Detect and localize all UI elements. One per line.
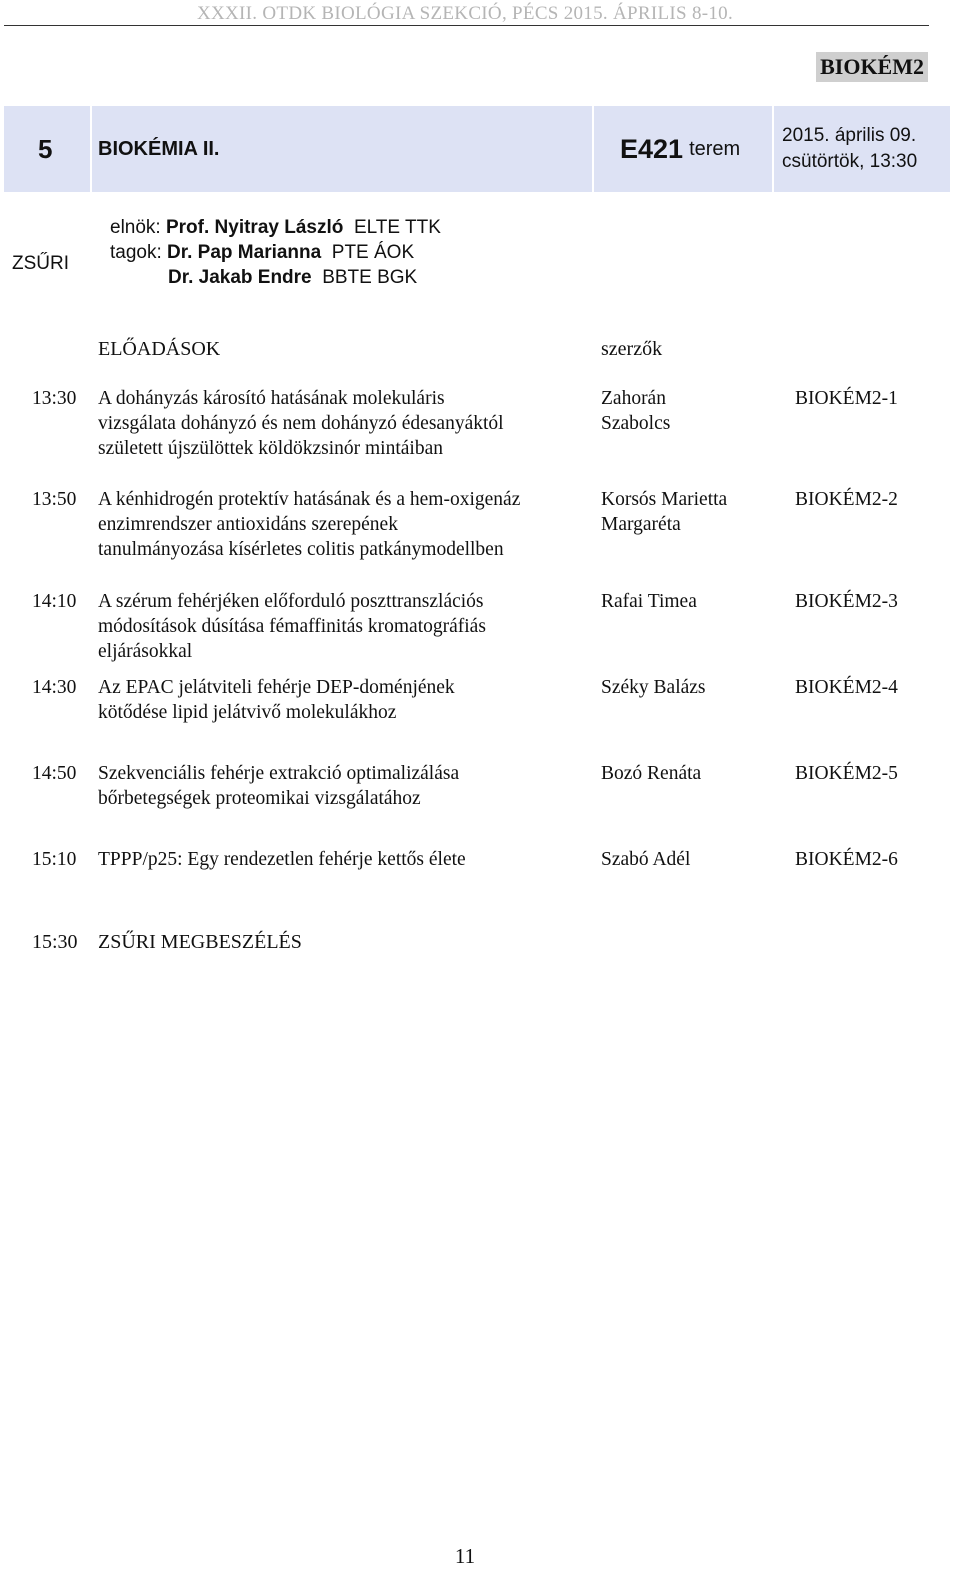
talk-title-line: A szérum fehérjéken előforduló poszttranszlációs — [98, 591, 484, 612]
talk-author — [601, 589, 781, 614]
member-name: Dr. Pap Marianna — [167, 242, 322, 263]
talk-title-line: született újszülöttek köldökzsinór mintáiban — [98, 438, 443, 459]
jury-member — [110, 240, 441, 265]
talk-code: BIOKÉM2-5 — [795, 763, 898, 784]
talk-title-line: módosítások dúsítása fémaffinitás kromatográfiás — [98, 616, 486, 637]
talk-time: 13:50 — [32, 489, 77, 510]
talk-time: 14:30 — [32, 677, 77, 698]
session-title: BIOKÉMIA II. — [98, 137, 220, 160]
talk-title — [98, 589, 583, 664]
session-day-time: csütörtök, 13:30 — [782, 151, 918, 172]
talk-title-line: A dohányzás károsító hatásának molekuláris — [98, 388, 445, 409]
talk-author — [601, 847, 781, 872]
talk-title-line: vizsgálata dohányzó és nem dohányzó édesanyáktól — [98, 413, 504, 434]
session-date-line: 2015. április 09. — [782, 125, 917, 146]
section-code: BIOKÉM2 — [816, 52, 928, 82]
talk-title-line: Szekvenciális fehérje extrakció optimalizálása — [98, 763, 460, 784]
talk-author-line: Zahorán — [601, 388, 666, 409]
talk-title — [98, 386, 583, 461]
jury-lines — [110, 215, 441, 290]
talk-author — [601, 386, 781, 436]
talk-title-line: bőrbetegségek proteomikai vizsgálatához — [98, 788, 421, 809]
session-number: 5 — [38, 133, 53, 164]
talk-code: BIOKÉM2-3 — [795, 591, 898, 612]
band-divider — [772, 106, 774, 192]
closing-label: ZSŰRI MEGBESZÉLÉS — [98, 931, 302, 953]
talk-author-line: Korsós Marietta — [601, 489, 728, 510]
room-code: E421 — [620, 133, 684, 164]
jury-chair — [110, 215, 441, 240]
talk-author-line: Széky Balázs — [601, 677, 706, 698]
member-affiliation: BBTE BGK — [322, 267, 418, 288]
talk-code: BIOKÉM2-1 — [795, 388, 898, 409]
chair-affiliation: ELTE TTK — [353, 217, 441, 238]
members-prefix: tagok: — [110, 242, 162, 263]
talk-title — [98, 487, 583, 562]
talk-author-line: Szabó Adél — [601, 849, 691, 870]
talk-time: 14:50 — [32, 763, 77, 784]
talk-time: 14:10 — [32, 591, 77, 612]
talk-title — [98, 847, 583, 872]
talk-code: BIOKÉM2-4 — [795, 677, 898, 698]
talk-title-line: tanulmányozása kísérletes colitis patkánymodellben — [98, 539, 504, 560]
talk-title-line: eljárásokkal — [98, 641, 193, 662]
talk-title-line: kötődése lipid jelátvivő molekulákhoz — [98, 702, 397, 723]
running-header: XXXII. OTDK BIOLÓGIA SZEKCIÓ, PÉCS 2015. ÁPRILIS 8-10. — [196, 3, 734, 24]
talk-code: BIOKÉM2-6 — [795, 849, 898, 870]
chair-name: Prof. Nyitray László — [165, 217, 344, 238]
talk-code: BIOKÉM2-2 — [795, 489, 898, 510]
page-number: 11 — [454, 1544, 476, 1568]
header-rule — [4, 25, 929, 26]
room-block — [620, 106, 740, 192]
talk-title — [98, 761, 583, 811]
talk-title — [98, 675, 583, 725]
talk-author-line: Szabolcs — [601, 413, 671, 434]
session-date — [782, 106, 917, 192]
member-affiliation: PTE ÁOK — [331, 242, 415, 263]
band-divider — [90, 106, 92, 192]
talk-author-line: Bozó Renáta — [601, 763, 702, 784]
talk-author — [601, 761, 781, 786]
talks-column-header: ELŐADÁSOK — [98, 338, 221, 360]
talk-title-line: A kénhidrogén protektív hatásának és a hem-oxigenáz — [98, 489, 521, 510]
talk-author — [601, 487, 781, 537]
talk-title-line: Az EPAC jelátviteli fehérje DEP-doménjének — [98, 677, 455, 698]
closing-time: 15:30 — [32, 931, 78, 953]
talk-author — [601, 675, 781, 700]
jury-member — [110, 265, 441, 290]
talk-title-line: TPPP/p25: Egy rendezetlen fehérje kettős élete — [98, 849, 466, 870]
band-divider — [592, 106, 594, 192]
authors-column-header: szerzők — [601, 338, 663, 360]
talk-author-line: Margaréta — [601, 514, 681, 535]
talk-author-line: Rafai Timea — [601, 591, 697, 612]
jury-label: ZSŰRI — [12, 253, 69, 274]
talk-time: 15:10 — [32, 849, 77, 870]
talk-time: 13:30 — [32, 388, 77, 409]
room-label: terem — [689, 137, 741, 160]
chair-prefix: elnök: — [110, 217, 161, 238]
session-band — [4, 106, 950, 192]
talk-title-line: enzimrendszer antioxidáns szerepének — [98, 514, 398, 535]
member-name: Dr. Jakab Endre — [168, 267, 312, 288]
